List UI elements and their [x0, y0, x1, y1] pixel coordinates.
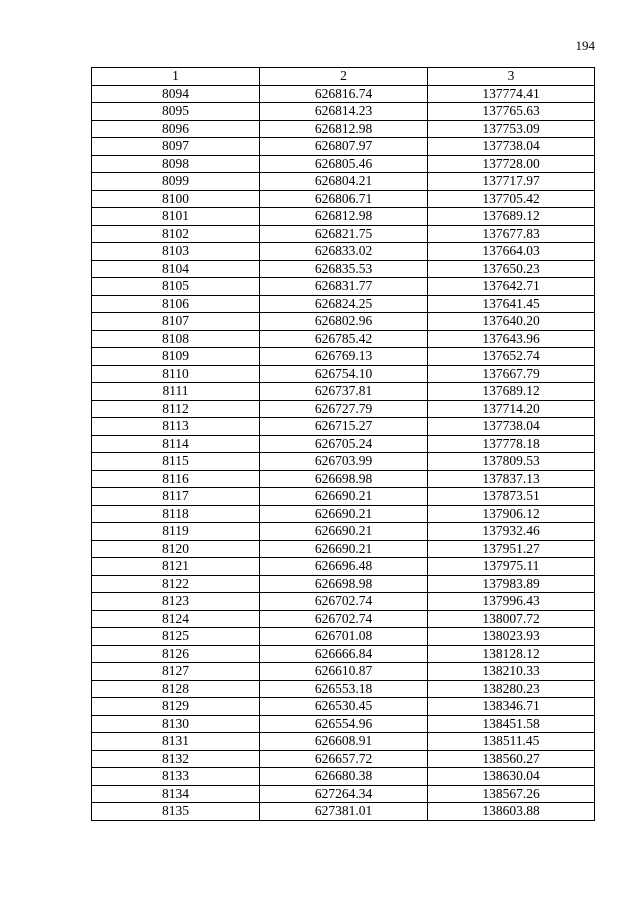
y-coordinate-cell: 137677.83 [428, 225, 595, 243]
table-row [92, 295, 595, 313]
point-number-cell: 8105 [92, 278, 260, 296]
table-row [92, 330, 595, 348]
y-coordinate-cell: 138280.23 [428, 680, 595, 698]
x-coordinate-cell: 626696.48 [260, 558, 428, 576]
y-coordinate-cell: 137951.27 [428, 540, 595, 558]
point-number-cell: 8130 [92, 715, 260, 733]
table-row [92, 85, 595, 103]
x-coordinate-cell: 626657.72 [260, 750, 428, 768]
x-coordinate-cell: 626690.21 [260, 488, 428, 506]
y-coordinate-cell: 138451.58 [428, 715, 595, 733]
y-coordinate-cell: 137738.04 [428, 138, 595, 156]
x-coordinate-cell: 626553.18 [260, 680, 428, 698]
y-coordinate-cell: 137652.74 [428, 348, 595, 366]
point-number-cell: 8119 [92, 523, 260, 541]
y-coordinate-cell: 137667.79 [428, 365, 595, 383]
table-row [92, 365, 595, 383]
table-row [92, 680, 595, 698]
point-number-cell: 8115 [92, 453, 260, 471]
table-row [92, 523, 595, 541]
y-coordinate-cell: 137643.96 [428, 330, 595, 348]
point-number-cell: 8116 [92, 470, 260, 488]
point-number-cell: 8109 [92, 348, 260, 366]
x-coordinate-cell: 626530.45 [260, 698, 428, 716]
y-coordinate-cell: 138567.26 [428, 785, 595, 803]
y-coordinate-cell: 137809.53 [428, 453, 595, 471]
point-number-cell: 8134 [92, 785, 260, 803]
y-coordinate-cell: 137717.97 [428, 173, 595, 191]
table-row [92, 470, 595, 488]
x-coordinate-cell: 626802.96 [260, 313, 428, 331]
table-row [92, 505, 595, 523]
y-coordinate-cell: 137738.04 [428, 418, 595, 436]
point-number-cell: 8127 [92, 663, 260, 681]
y-coordinate-cell: 137983.89 [428, 575, 595, 593]
column-header-1: 1 [92, 68, 260, 86]
point-number-cell: 8122 [92, 575, 260, 593]
x-coordinate-cell: 626554.96 [260, 715, 428, 733]
table-row [92, 645, 595, 663]
point-number-cell: 8128 [92, 680, 260, 698]
x-coordinate-cell: 626690.21 [260, 505, 428, 523]
table-row [92, 698, 595, 716]
y-coordinate-cell: 137774.41 [428, 85, 595, 103]
table-row [92, 120, 595, 138]
table-row [92, 435, 595, 453]
table-row [92, 575, 595, 593]
y-coordinate-cell: 137705.42 [428, 190, 595, 208]
x-coordinate-cell: 626666.84 [260, 645, 428, 663]
x-coordinate-cell: 626804.21 [260, 173, 428, 191]
table-row [92, 715, 595, 733]
point-number-cell: 8114 [92, 435, 260, 453]
y-coordinate-cell: 138023.93 [428, 628, 595, 646]
x-coordinate-cell: 626821.75 [260, 225, 428, 243]
y-coordinate-cell: 138007.72 [428, 610, 595, 628]
table-row [92, 663, 595, 681]
x-coordinate-cell: 626831.77 [260, 278, 428, 296]
x-coordinate-cell: 626812.98 [260, 208, 428, 226]
y-coordinate-cell: 137664.03 [428, 243, 595, 261]
x-coordinate-cell: 626702.74 [260, 593, 428, 611]
table-row [92, 243, 595, 261]
y-coordinate-cell: 138128.12 [428, 645, 595, 663]
table-row [92, 173, 595, 191]
point-number-cell: 8102 [92, 225, 260, 243]
x-coordinate-cell: 626703.99 [260, 453, 428, 471]
table-body [92, 85, 595, 820]
x-coordinate-cell: 626702.74 [260, 610, 428, 628]
point-number-cell: 8117 [92, 488, 260, 506]
table-row [92, 785, 595, 803]
y-coordinate-cell: 137996.43 [428, 593, 595, 611]
table-row [92, 260, 595, 278]
point-number-cell: 8101 [92, 208, 260, 226]
table-row [92, 453, 595, 471]
y-coordinate-cell: 137641.45 [428, 295, 595, 313]
point-number-cell: 8099 [92, 173, 260, 191]
table-row [92, 803, 595, 821]
x-coordinate-cell: 626690.21 [260, 540, 428, 558]
table-row [92, 348, 595, 366]
point-number-cell: 8110 [92, 365, 260, 383]
y-coordinate-cell: 137689.12 [428, 208, 595, 226]
y-coordinate-cell: 137640.20 [428, 313, 595, 331]
y-coordinate-cell: 137932.46 [428, 523, 595, 541]
coordinates-table [91, 67, 595, 821]
y-coordinate-cell: 137689.12 [428, 383, 595, 401]
point-number-cell: 8107 [92, 313, 260, 331]
x-coordinate-cell: 626805.46 [260, 155, 428, 173]
x-coordinate-cell: 626701.08 [260, 628, 428, 646]
table-row [92, 488, 595, 506]
y-coordinate-cell: 138346.71 [428, 698, 595, 716]
point-number-cell: 8108 [92, 330, 260, 348]
y-coordinate-cell: 138630.04 [428, 768, 595, 786]
point-number-cell: 8100 [92, 190, 260, 208]
x-coordinate-cell: 626833.02 [260, 243, 428, 261]
x-coordinate-cell: 626727.79 [260, 400, 428, 418]
point-number-cell: 8106 [92, 295, 260, 313]
y-coordinate-cell: 137728.00 [428, 155, 595, 173]
y-coordinate-cell: 137642.71 [428, 278, 595, 296]
y-coordinate-cell: 137778.18 [428, 435, 595, 453]
table-row [92, 400, 595, 418]
column-header-2: 2 [260, 68, 428, 86]
y-coordinate-cell: 138511.45 [428, 733, 595, 751]
table-row [92, 138, 595, 156]
table-row [92, 208, 595, 226]
x-coordinate-cell: 627381.01 [260, 803, 428, 821]
y-coordinate-cell: 137837.13 [428, 470, 595, 488]
x-coordinate-cell: 626715.27 [260, 418, 428, 436]
point-number-cell: 8095 [92, 103, 260, 121]
point-number-cell: 8131 [92, 733, 260, 751]
point-number-cell: 8097 [92, 138, 260, 156]
table-row [92, 383, 595, 401]
point-number-cell: 8094 [92, 85, 260, 103]
column-header-3: 3 [428, 68, 595, 86]
point-number-cell: 8124 [92, 610, 260, 628]
x-coordinate-cell: 626698.98 [260, 470, 428, 488]
x-coordinate-cell: 626705.24 [260, 435, 428, 453]
point-number-cell: 8133 [92, 768, 260, 786]
table-row [92, 593, 595, 611]
point-number-cell: 8096 [92, 120, 260, 138]
table-row [92, 155, 595, 173]
table-row [92, 610, 595, 628]
table-row [92, 278, 595, 296]
point-number-cell: 8135 [92, 803, 260, 821]
y-coordinate-cell: 138210.33 [428, 663, 595, 681]
x-coordinate-cell: 626816.74 [260, 85, 428, 103]
point-number-cell: 8111 [92, 383, 260, 401]
table-row [92, 558, 595, 576]
point-number-cell: 8118 [92, 505, 260, 523]
x-coordinate-cell: 626835.53 [260, 260, 428, 278]
point-number-cell: 8112 [92, 400, 260, 418]
point-number-cell: 8126 [92, 645, 260, 663]
table-row [92, 733, 595, 751]
point-number-cell: 8123 [92, 593, 260, 611]
table-header-row [92, 68, 595, 86]
y-coordinate-cell: 137753.09 [428, 120, 595, 138]
x-coordinate-cell: 626754.10 [260, 365, 428, 383]
x-coordinate-cell: 626680.38 [260, 768, 428, 786]
x-coordinate-cell: 626608.91 [260, 733, 428, 751]
y-coordinate-cell: 138603.88 [428, 803, 595, 821]
x-coordinate-cell: 626698.98 [260, 575, 428, 593]
point-number-cell: 8103 [92, 243, 260, 261]
y-coordinate-cell: 137714.20 [428, 400, 595, 418]
x-coordinate-cell: 626785.42 [260, 330, 428, 348]
point-number-cell: 8121 [92, 558, 260, 576]
point-number-cell: 8132 [92, 750, 260, 768]
table-row [92, 225, 595, 243]
table-row [92, 628, 595, 646]
x-coordinate-cell: 626806.71 [260, 190, 428, 208]
x-coordinate-cell: 626690.21 [260, 523, 428, 541]
x-coordinate-cell: 626769.13 [260, 348, 428, 366]
y-coordinate-cell: 137906.12 [428, 505, 595, 523]
table-row [92, 418, 595, 436]
y-coordinate-cell: 137650.23 [428, 260, 595, 278]
table-row [92, 313, 595, 331]
point-number-cell: 8113 [92, 418, 260, 436]
point-number-cell: 8125 [92, 628, 260, 646]
table-row [92, 103, 595, 121]
y-coordinate-cell: 138560.27 [428, 750, 595, 768]
table-row [92, 190, 595, 208]
point-number-cell: 8120 [92, 540, 260, 558]
x-coordinate-cell: 627264.34 [260, 785, 428, 803]
x-coordinate-cell: 626814.23 [260, 103, 428, 121]
table-row [92, 768, 595, 786]
x-coordinate-cell: 626610.87 [260, 663, 428, 681]
x-coordinate-cell: 626812.98 [260, 120, 428, 138]
page-number: 194 [575, 38, 595, 53]
y-coordinate-cell: 137873.51 [428, 488, 595, 506]
point-number-cell: 8098 [92, 155, 260, 173]
table-row [92, 540, 595, 558]
point-number-cell: 8129 [92, 698, 260, 716]
table-row [92, 750, 595, 768]
x-coordinate-cell: 626807.97 [260, 138, 428, 156]
y-coordinate-cell: 137975.11 [428, 558, 595, 576]
x-coordinate-cell: 626824.25 [260, 295, 428, 313]
point-number-cell: 8104 [92, 260, 260, 278]
y-coordinate-cell: 137765.63 [428, 103, 595, 121]
x-coordinate-cell: 626737.81 [260, 383, 428, 401]
